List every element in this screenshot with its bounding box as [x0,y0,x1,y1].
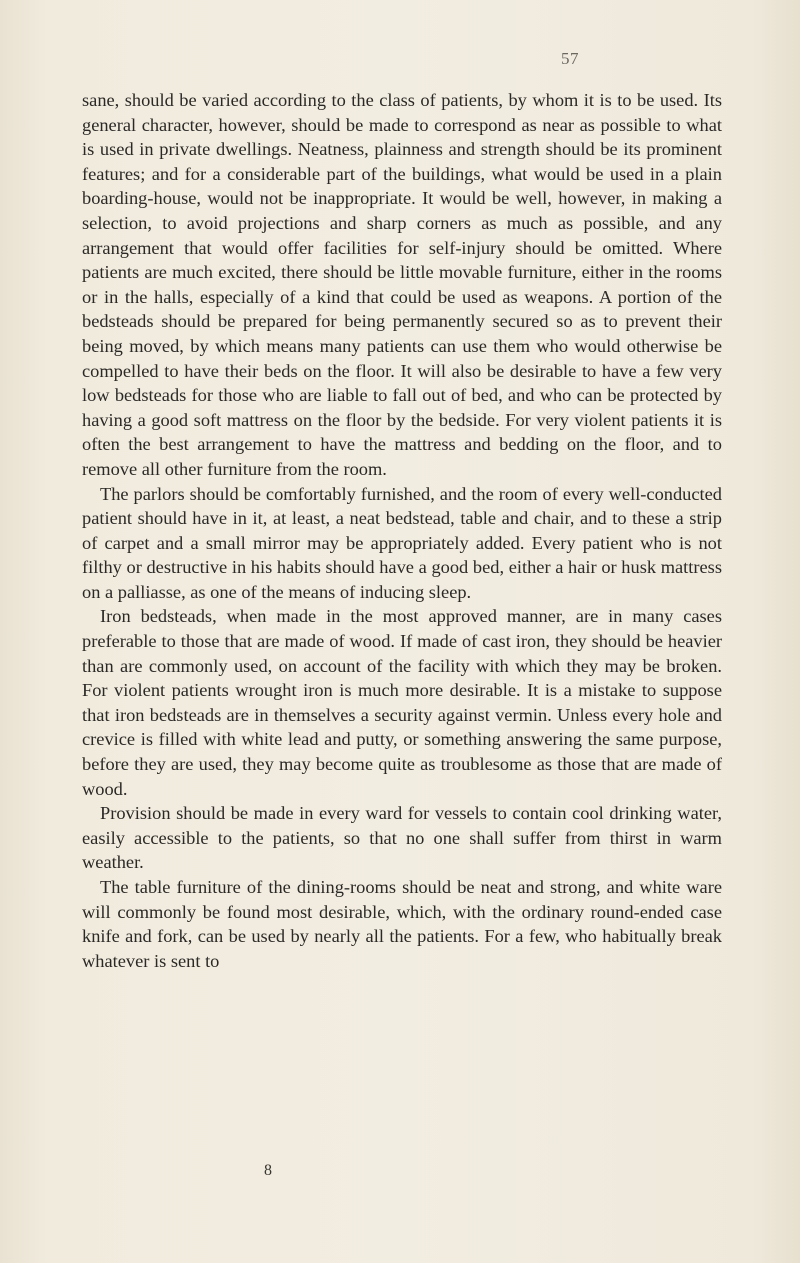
paragraph-table-furniture: The table furniture of the dining-rooms should be neat and strong, and white ware will commonly be found most desirable, which, with the ordinary round-ended case knife and fork, can be used by nearly all the patients. For a few, who habitually break whatever is sent to [82,877,722,971]
signature-mark: 8 [264,1162,272,1179]
paragraph-furniture-character: sane, should be varied according to the class of patients, by whom it is to be used. Its general character, however, should be made to correspond as near as possible to what is used in private dwellings. Neatness, plainness and strength should be its prominent features; and for a considerable part of the buildings, what would be used in a plain boarding-house, would not be inappropriate. It would be well, however, in making a selection, to avoid projections and sharp corners as much as possible, and any arrangement that would offer facilities for self-injury should be omitted. Where patients are much excited, there should be little movable furniture, either in the rooms or in the halls, especially of a kind that could be used as weapons. A portion of the bedsteads should be prepared for being permanently secured so as to prevent their being moved, by which means many patients can use them who would otherwise be compelled to have their beds on the floor. It will also be desirable to have a few very low bedsteads for those who are liable to fall out of bed, and who can be protected by having a good soft mattress on the floor by the bedside. For very violent patients it is often the best arrangement to have the mattress and bedding on the floor, and to remove all other furniture from the room. [82,90,722,479]
body-text [82,88,722,973]
page-number: 57 [561,49,579,68]
paragraph-drinking-water: Provision should be made in every ward for vessels to contain cool drinking water, easily accessible to the patients, so that no one shall suffer from thirst in warm weather. [82,803,722,873]
paragraph-parlors: The parlors should be comfortably furnished, and the room of every well-conducted patient should have in it, at least, a neat bedstead, table and chair, and to these a strip of carpet and a small mirror may be appropriately added. Every patient who is not filthy or destructive in his habits should have a good bed, either a hair or husk mattress on a palliasse, as one of the means of inducing sleep. [82,483,722,602]
paragraph-iron-bedsteads: Iron bedsteads, when made in the most approved manner, are in many cases preferable to those that are made of wood. If made of cast iron, they should be heavier than are commonly used, on account of the facility with which they may be broken. For violent patients wrought iron is much more desirable. It is a mistake to suppose that iron bedsteads are in themselves a security against vermin. Unless every hole and crevice is filled with white lead and putty, or something answering the same purpose, before they are used, they may become quite as troublesome as those that are made of wood. [82,606,722,799]
